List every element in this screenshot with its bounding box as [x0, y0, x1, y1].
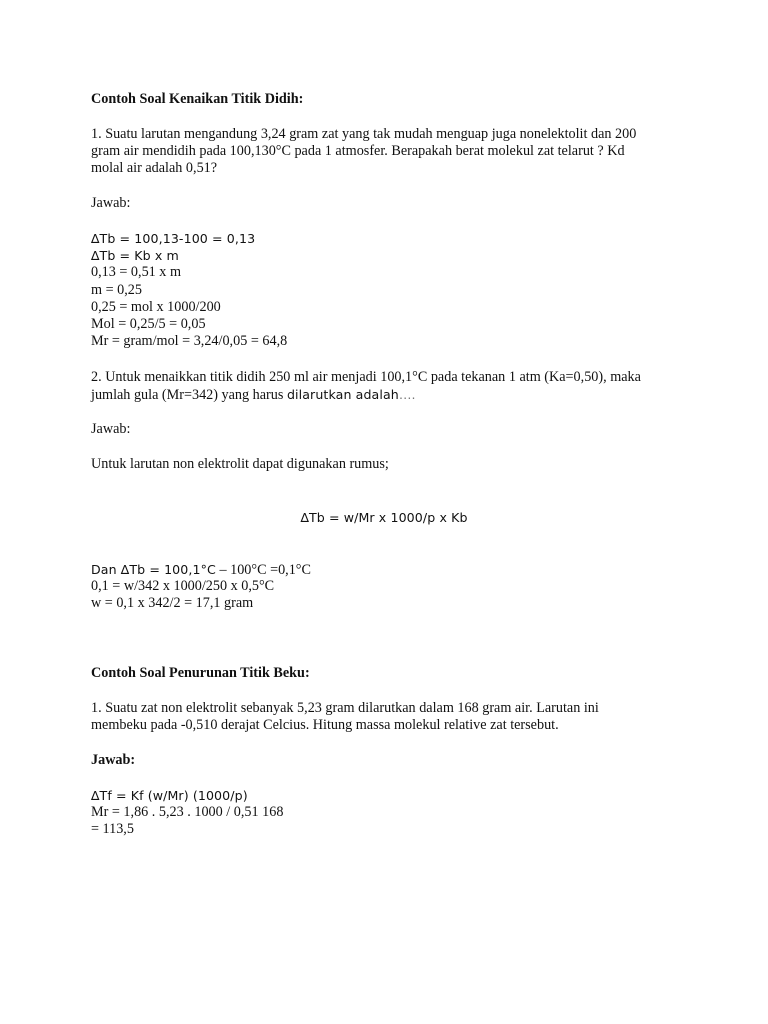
- answer-1-line-1: ∆Tb = 100,13-100 = 0,13: [91, 231, 256, 246]
- answer-3-line-2: Mr = 1,86 . 5,23 . 1000 / 0,51 168: [91, 804, 284, 820]
- answer-2-line-1-text: – 100°C =0,1°C: [215, 562, 311, 578]
- answer-1-line-5: 0,25 = mol x 1000/200: [91, 299, 221, 315]
- answer-2-formula: ∆Tb = w/Mr x 1000/p x Kb: [300, 510, 468, 525]
- answer-2-line-2: 0,1 = w/342 x 1000/250 x 0,5°C: [91, 578, 275, 594]
- answer-label-3: Jawab:: [91, 752, 136, 768]
- question-2-line-2-text: jumlah gula (Mr=342) yang harus: [91, 387, 287, 403]
- answer-2-line-1: [91, 561, 311, 579]
- answer-3-line-1: ∆Tf = Kf (w/Mr) (1000/p): [91, 788, 248, 803]
- answer-1-line-4: m = 0,25: [91, 282, 142, 298]
- answer-3-line-3: = 113,5: [91, 821, 134, 837]
- answer-2-line-3: w = 0,1 x 342/2 = 17,1 gram: [91, 595, 254, 611]
- answer-1-line-2: ∆Tb = Kb x m: [91, 248, 179, 263]
- answer-2-intro: Untuk larutan non elektrolit dapat digunakan rumus;: [91, 456, 389, 472]
- answer-1-line-3: 0,13 = 0,51 x m: [91, 264, 181, 280]
- section-title-freezing-point: Contoh Soal Penurunan Titik Beku:: [91, 665, 310, 681]
- answer-1-line-7: Mr = gram/mol = 3,24/0,05 = 64,8: [91, 333, 288, 349]
- question-1-line-1: 1. Suatu larutan mengandung 3,24 gram zat yang tak mudah menguap juga nonelektolit dan 200: [91, 126, 637, 142]
- question-2-line-2: [91, 386, 415, 404]
- answer-2-line-1-sans: Dan ∆Tb = 100,1°C: [91, 562, 216, 577]
- answer-1-line-6: Mol = 0,25/5 = 0,05: [91, 316, 206, 332]
- question-2-line-1: 2. Untuk menaikkan titik didih 250 ml air menjadi 100,1°C pada tekanan 1 atm (Ka=0,50), maka: [91, 369, 641, 385]
- question-3-line-2: membeku pada -0,510 derajat Celcius. Hitung massa molekul relative zat tersebut.: [91, 717, 559, 733]
- question-1-line-3: molal air adalah 0,51?: [91, 160, 218, 176]
- question-2-line-2-sans: dilarutkan adalah: [286, 387, 399, 402]
- answer-label-1: Jawab:: [91, 195, 131, 211]
- question-1-line-2: gram air mendidih pada 100,130°C pada 1 atmosfer. Berapakah berat molekul zat telarut ? Kd: [91, 143, 625, 159]
- question-2-ellipsis: ….: [398, 387, 416, 402]
- answer-label-2: Jawab:: [91, 421, 131, 437]
- section-title-boiling-point: Contoh Soal Kenaikan Titik Didih:: [91, 91, 304, 107]
- question-3-line-1: 1. Suatu zat non elektrolit sebanyak 5,23 gram dilarutkan dalam 168 gram air. Larutan ini: [91, 700, 599, 716]
